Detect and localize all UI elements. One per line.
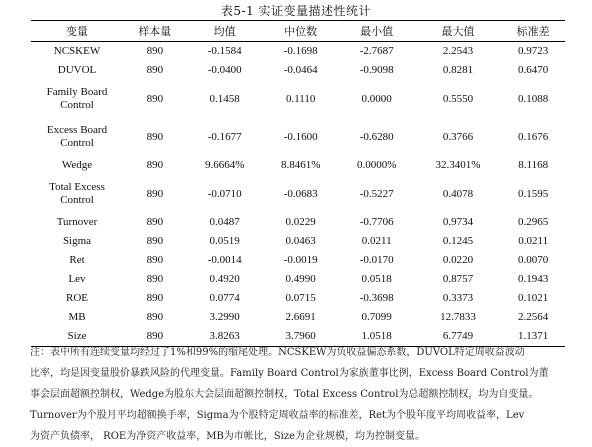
variable-cell: Turnover: [56, 216, 98, 228]
sample-size-cell: 890: [146, 64, 164, 76]
table-row: [31, 308, 565, 327]
variable-cell: MB: [68, 311, 86, 323]
sample-size-cell: 890: [146, 92, 164, 105]
median-cell: 0.0463: [285, 235, 316, 247]
variable-cell: Excess Board Control: [46, 124, 108, 149]
table-row: [31, 61, 565, 80]
median-cell: 0.0715: [285, 292, 316, 304]
min-cell: -0.5227: [359, 187, 394, 200]
table-row: [31, 118, 565, 156]
sample-size-cell: 890: [123, 327, 187, 347]
footnote-line: 事会层面超额控制权，Wedge为股东大会层面超额控制权，Total Excess Control为总超额控制权，均为自变量。: [30, 389, 539, 400]
footnote-line: 为资产负债率， ROE为净资产收益率，MB为市帐比，Size为企业规模，均为控制变量。: [30, 431, 426, 442]
table-row: [31, 251, 565, 270]
sample-size-cell: 890: [146, 159, 164, 171]
min-cell: -0.3698: [359, 292, 394, 304]
sd-cell: 0.6470: [518, 64, 549, 76]
max-cell: 2.2543: [442, 45, 474, 57]
median-cell: -0.0019: [283, 254, 318, 266]
mean-cell: -0.0400: [207, 64, 242, 76]
mean-cell: 0.0519: [209, 235, 240, 247]
mean-cell: 0.0774: [209, 292, 240, 304]
min-cell: 0.7099: [361, 311, 392, 323]
sd-cell: 0.9723: [518, 45, 549, 57]
mean-cell: -0.0014: [207, 254, 242, 266]
mean-cell: 0.0487: [209, 216, 240, 228]
min-cell: -0.9098: [359, 64, 394, 76]
sample-size-cell: 890: [146, 130, 164, 143]
sample-size-cell: 890: [146, 45, 164, 57]
footnote-line: 注：表中所有连续变量均经过了1%和99%的缩尾处理。NCSKEW为负收益偏态系数，DUVOL特定周收益波动: [30, 347, 525, 358]
table-row: [31, 175, 565, 213]
header-min: 最小值: [339, 21, 415, 42]
sd-cell: 1.1371: [501, 327, 565, 347]
mean-cell: 9.6664%: [204, 159, 245, 171]
min-cell: -0.7706: [359, 216, 394, 228]
sd-cell: 0.0070: [518, 254, 549, 266]
table-row: [31, 289, 565, 308]
max-cell: 0.1245: [442, 235, 474, 247]
variable-cell: Family Board Control: [46, 86, 108, 111]
table-row: [31, 270, 565, 289]
table-footnote: [30, 342, 570, 447]
median-cell: -0.0464: [283, 64, 318, 76]
sd-cell: 0.1943: [518, 273, 549, 285]
header-median: 中位数: [263, 21, 339, 42]
variable-cell: Ret: [69, 254, 85, 266]
header-sample-size: 样本量: [123, 21, 187, 42]
max-cell: 0.8281: [442, 64, 474, 76]
sd-cell: 0.1021: [518, 292, 549, 304]
variable-cell: Lev: [68, 273, 86, 285]
min-cell: 0.0000: [361, 92, 392, 105]
mean-cell: 0.4920: [209, 273, 240, 285]
variable-cell: NCSKEW: [53, 45, 101, 57]
max-cell: 6.7749: [415, 327, 502, 347]
sample-size-cell: 890: [146, 292, 164, 304]
sd-cell: 0.1676: [518, 130, 549, 143]
sample-size-cell: 890: [146, 216, 164, 228]
median-cell: 0.4990: [285, 273, 316, 285]
median-cell: 0.0229: [285, 216, 316, 228]
sample-size-cell: 890: [146, 311, 164, 323]
sample-size-cell: 890: [146, 235, 164, 247]
min-cell: -0.0170: [359, 254, 394, 266]
max-cell: 0.9734: [442, 216, 474, 228]
table-body: [31, 42, 565, 347]
min-cell: -2.7687: [359, 45, 394, 57]
median-cell: 8.8461%: [280, 159, 321, 171]
min-cell: 0.0518: [361, 273, 392, 285]
descriptive-stats-table: [31, 20, 565, 347]
sd-cell: 0.0211: [518, 235, 549, 247]
mean-cell: -0.1677: [207, 130, 242, 143]
table-row: [31, 213, 565, 232]
sample-size-cell: 890: [146, 254, 164, 266]
footnote-line: Turnover为个股月平均超额换手率，Sigma为个股特定周收益率的标准差，Ret为个股年度平均周收益率，Lev: [30, 410, 525, 421]
max-cell: 0.4078: [442, 187, 474, 200]
sd-cell: 8.1168: [518, 159, 549, 171]
variable-cell: Total Excess Control: [49, 181, 105, 206]
sd-cell: 0.1088: [518, 92, 549, 105]
min-cell: 0.0000%: [356, 159, 397, 171]
variable-cell: ROE: [66, 292, 88, 304]
table-row: [31, 42, 565, 62]
header-max: 最大值: [415, 21, 502, 42]
median-cell: -0.1698: [283, 45, 318, 57]
header-variable: 变量: [31, 21, 123, 42]
min-cell: 1.0518: [339, 327, 415, 347]
footnote-line: 比率，均是因变量股价暴跌风险的代理变量。Family Board Control为家族董事比例，Excess Board Control为董: [30, 368, 549, 379]
variable-cell: Size: [31, 327, 123, 347]
median-cell: -0.1600: [283, 130, 318, 143]
min-cell: 0.0211: [361, 235, 392, 247]
median-cell: 3.7960: [263, 327, 339, 347]
median-cell: -0.0683: [283, 187, 318, 200]
variable-cell: Wedge: [61, 159, 93, 171]
sample-size-cell: 890: [146, 273, 164, 285]
max-cell: 0.3373: [442, 292, 474, 304]
max-cell: 12.7833: [440, 311, 476, 323]
median-cell: 0.1110: [285, 92, 316, 105]
mean-cell: 0.1458: [209, 92, 240, 105]
max-cell: 0.0220: [442, 254, 474, 266]
table-title: 表5-1 实证变量描述性统计: [220, 4, 372, 18]
mean-cell: 3.8263: [187, 327, 263, 347]
table-row: [31, 232, 565, 251]
table-row: [31, 80, 565, 118]
max-cell: 0.3766: [442, 130, 474, 143]
sd-cell: 2.2564: [518, 311, 549, 323]
median-cell: 2.6691: [285, 311, 316, 323]
variable-cell: DUVOL: [57, 64, 97, 76]
mean-cell: -0.1584: [207, 45, 242, 57]
sample-size-cell: 890: [146, 187, 164, 200]
variable-cell: Sigma: [62, 235, 92, 247]
header-mean: 均值: [187, 21, 263, 42]
sd-cell: 0.2965: [518, 216, 549, 228]
max-cell: 32.3401%: [435, 159, 481, 171]
max-cell: 0.5550: [442, 92, 474, 105]
mean-cell: -0.0710: [207, 187, 242, 200]
mean-cell: 3.2990: [209, 311, 240, 323]
min-cell: -0.6280: [359, 130, 394, 143]
table-row: [31, 156, 565, 175]
max-cell: 0.8757: [442, 273, 474, 285]
header-sd: 标准差: [501, 21, 565, 42]
table-header-row: [31, 21, 565, 42]
sd-cell: 0.1595: [518, 187, 549, 200]
